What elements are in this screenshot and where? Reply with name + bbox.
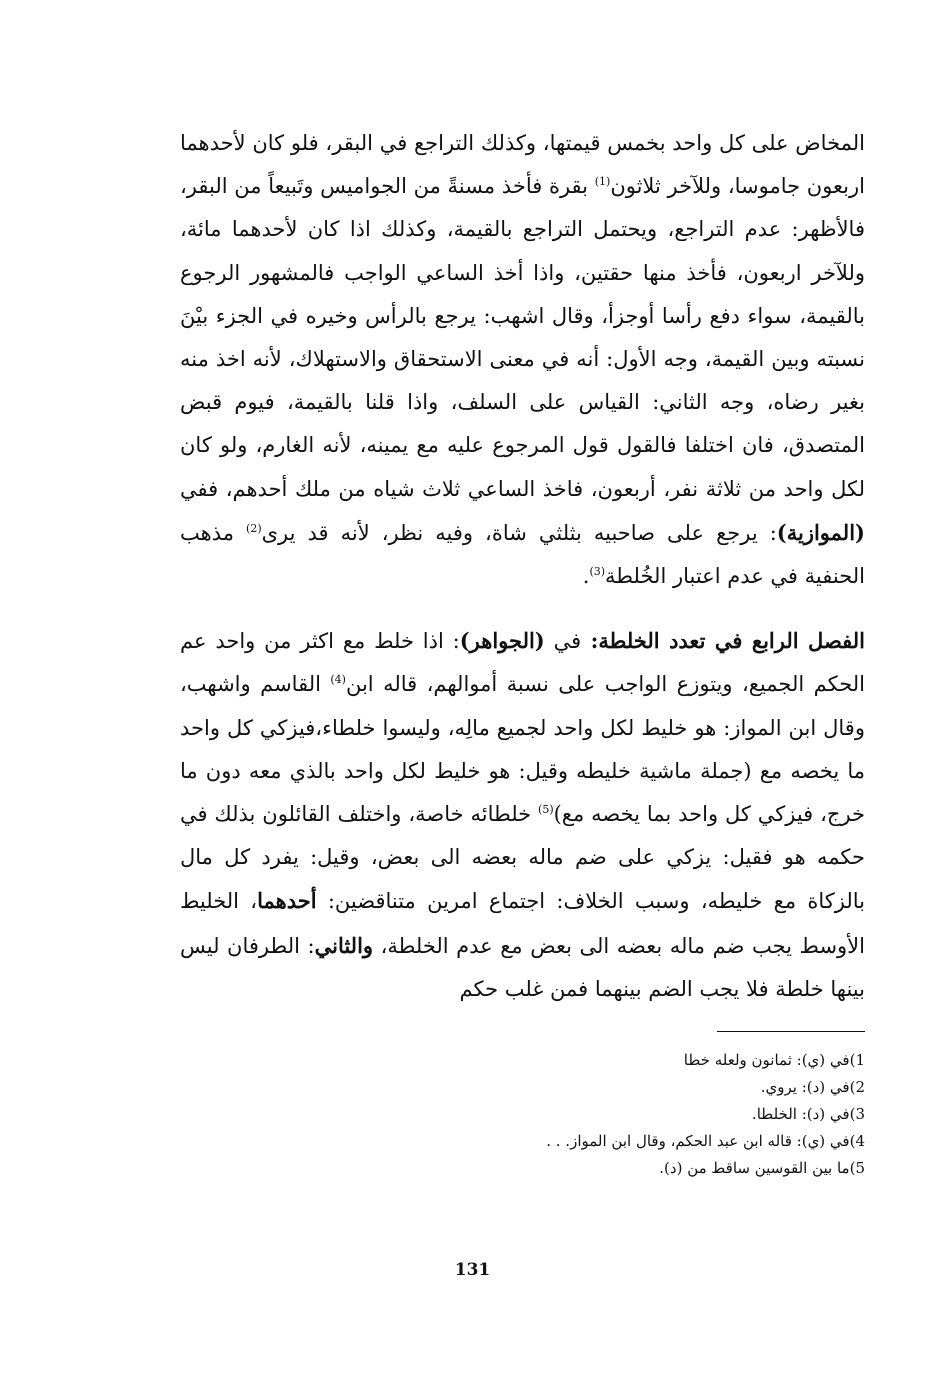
footnotes-block bbox=[395, 1047, 865, 1182]
paragraph-1-part-4: مذهب الحنفية في عدم اعتبار الخُلطة bbox=[180, 520, 865, 589]
paragraph-1-part-1: المخاض على كل واحد بخمس قيمتها، وكذلك التراجع في البقر، فلو كان لأحدهما اربعون جاموسا، وللآخر ثلاثون bbox=[180, 131, 866, 199]
paragraph-2-part-5: ، الخليط الأوسط يجب ضم ماله بعضه الى بعض مع عدم الخلطة، bbox=[180, 889, 865, 958]
footnote-ref-5: (5) bbox=[538, 803, 554, 817]
footnote-ref-4: (4) bbox=[330, 673, 346, 687]
main-text-block bbox=[180, 122, 865, 1011]
footnote-separator-rule bbox=[717, 1031, 865, 1032]
footnote-5: 5)ما بين القوسين ساقط من (د). bbox=[659, 1159, 865, 1177]
paragraph-2-part-3: القاسم واشهب، وقال ابن المواز: هو خليط لكل واحد لجميع مالِه، وليسوا خلطاء،فيزكي كل واحد ما يخصه مع (جملة ماشية خليطه وقيل: هو خليط لكل واحد بالذي معه دون ما خرج، فيزكي كل واحد بما يخصه مع) bbox=[180, 672, 866, 827]
footnote-1: 1)في (ي): ثمانون ولعله خطا bbox=[683, 1051, 865, 1069]
paragraph-2-part-4: خلطائه خاصة، واختلف القائلون بذلك في حكمه هو فقيل: يزكي على ضم ماله بعضه الى بعض، وقيل: يفرد كل مال بالزكاة مع خليطه، وسبب الخلاف: اجتماع امرين متناقضين: bbox=[180, 802, 866, 914]
section-heading: الفصل الرابع في تعدد الخلطة: bbox=[581, 628, 866, 654]
footnote-4: 4)في (ي): قاله ابن عبد الحكم، وقال ابن المواز. . . bbox=[546, 1132, 865, 1150]
paragraph-2-part-6: : الطرفان ليس بينها خلطة فلا يجب الضم بينهما فمن غلب حكم bbox=[180, 933, 865, 1001]
first-point-label: أحدهما bbox=[257, 888, 317, 914]
paragraph-1-part-5: . bbox=[582, 564, 590, 589]
paragraph-1-part-2: بقرة فأخذ مسنةً من الجواميس وتَبيعاً من البقر، فالأظهر: عدم التراجع، ويحتمل التراجع بالقيمة، وكذلك اذا كان لأحدهما مائة، وللآخر اربعون، فأخذ منها حقتين، واذا أخذ الساعي الواجب فالمشهور الرجوع بالقيمة، سواء دفع رأسا أوجزأ، وقال اشهب: يرجع بالرأس وخيره في الجزء بيْنَ نسبته وبين القيمة، وجه الأول: أنه في معنى الاستحقاق والاستهلاك، لأنه اخذ منه بغير رضاه، وجه الثاني: القياس على السلف، واذا قلنا بالقيمة، فيوم قبض المتصدق، فان اختلفا فالقول قول المرجوع عليه مع يمينه، لأنه الغارم، ولو كان لكل واحد من ثلاثة نفر، أربعون، فاخذ الساعي ثلاث شياه من ملك أحدهم، ففي bbox=[180, 174, 865, 501]
footnote-3: 3)في (د): الخلطا. bbox=[751, 1105, 865, 1123]
paragraph-1-part-3: : يرجع على صاحبيه بثلثي شاة، وفيه نظر، لأنه قد يرى bbox=[261, 520, 777, 545]
second-point-label: والثاني bbox=[314, 932, 374, 958]
source-reference-mawaziya: (الموازية) bbox=[776, 519, 865, 545]
footnote-ref-3: (3) bbox=[589, 565, 606, 579]
footnote-ref-1: (1) bbox=[594, 175, 611, 189]
footnote-2: 2)في (د): يروي. bbox=[760, 1078, 865, 1096]
paragraph-1 bbox=[180, 122, 865, 598]
paragraph-2-part-2: : اذا خلط مع اكثر من واحد عم الحكم الجميع، ويتوزع الواجب على نسبة أموالهم، قاله ابن bbox=[180, 629, 865, 697]
source-reference-jawahir: (الجواهر) bbox=[459, 628, 545, 654]
paragraph-2 bbox=[180, 619, 865, 1011]
paragraph-2-part-1: في bbox=[544, 629, 582, 654]
page-number: 131 bbox=[454, 1260, 491, 1280]
footnote-ref-2: (2) bbox=[246, 521, 262, 535]
